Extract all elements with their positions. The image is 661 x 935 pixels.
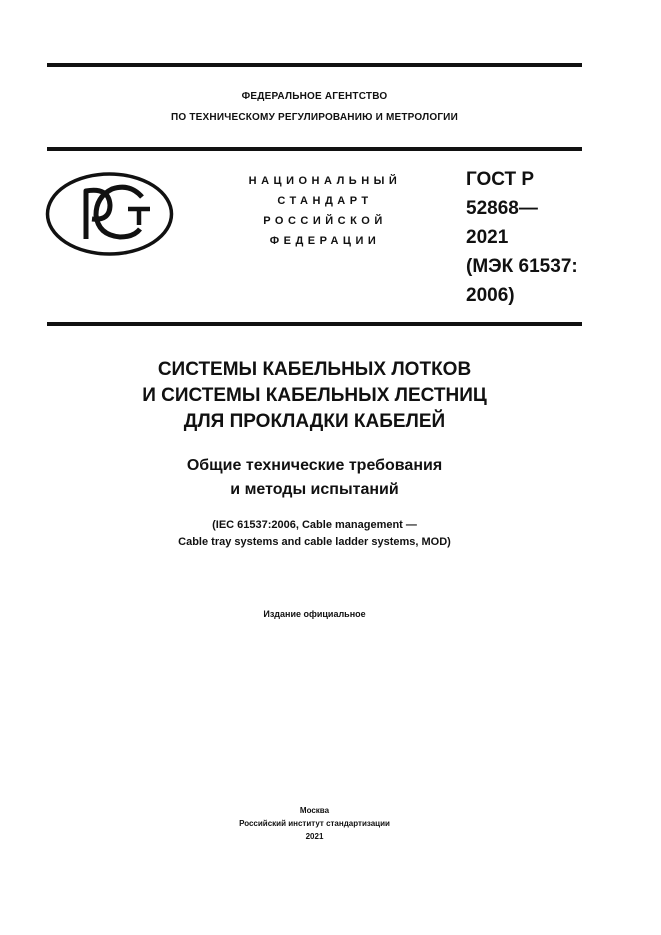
iec-reference xyxy=(47,517,582,551)
national-standard-line: ФЕДЕРАЦИИ xyxy=(269,235,381,247)
iec-line: Cable tray systems and cable ladder systems, MOD) xyxy=(178,536,451,548)
designation-line: 2006) xyxy=(466,285,515,306)
agency-line-2: ПО ТЕХНИЧЕСКОМУ РЕГУЛИРОВАНИЮ И МЕТРОЛОГИИ xyxy=(171,112,458,123)
designation-line: (МЭК 61537: xyxy=(466,256,578,277)
designation-line: 52868— xyxy=(466,198,538,219)
standard-designation xyxy=(466,165,596,310)
title-line: ДЛЯ ПРОКЛАДКИ КАБЕЛЕЙ xyxy=(183,411,446,432)
title-line: СИСТЕМЫ КАБЕЛЬНЫХ ЛОТКОВ xyxy=(157,359,472,380)
subtitle-line: и методы испытаний xyxy=(230,481,399,498)
title-line: И СИСТЕМЫ КАБЕЛЬНЫХ ЛЕСТНИЦ xyxy=(142,385,487,406)
imprint-year: 2021 xyxy=(305,832,324,841)
national-standard-label xyxy=(210,171,440,251)
subtitle-line: Общие технические требования xyxy=(186,457,443,474)
edition-label: Издание официальное xyxy=(263,609,366,619)
iec-line: (IEC 61537:2006, Cable management — xyxy=(212,519,417,531)
publisher-imprint xyxy=(47,804,582,843)
designation-line: 2021 xyxy=(466,227,509,248)
top-rule xyxy=(47,63,582,67)
imprint-city: Москва xyxy=(299,806,330,815)
designation-line: ГОСТ Р xyxy=(466,169,535,190)
national-standard-line: НАЦИОНАЛЬНЫЙ xyxy=(248,175,402,187)
document-title xyxy=(47,357,582,435)
national-standard-line: РОССИЙСКОЙ xyxy=(263,215,387,227)
national-standard-line: СТАНДАРТ xyxy=(277,195,373,207)
header-rule xyxy=(47,147,582,151)
title-rule xyxy=(47,322,582,326)
agency-line-1: ФЕДЕРАЛЬНОЕ АГЕНТСТВО xyxy=(241,91,388,102)
imprint-publisher: Российский институт стандартизации xyxy=(239,819,390,828)
gost-r-logo-icon xyxy=(44,171,175,257)
document-subtitle xyxy=(47,454,582,502)
